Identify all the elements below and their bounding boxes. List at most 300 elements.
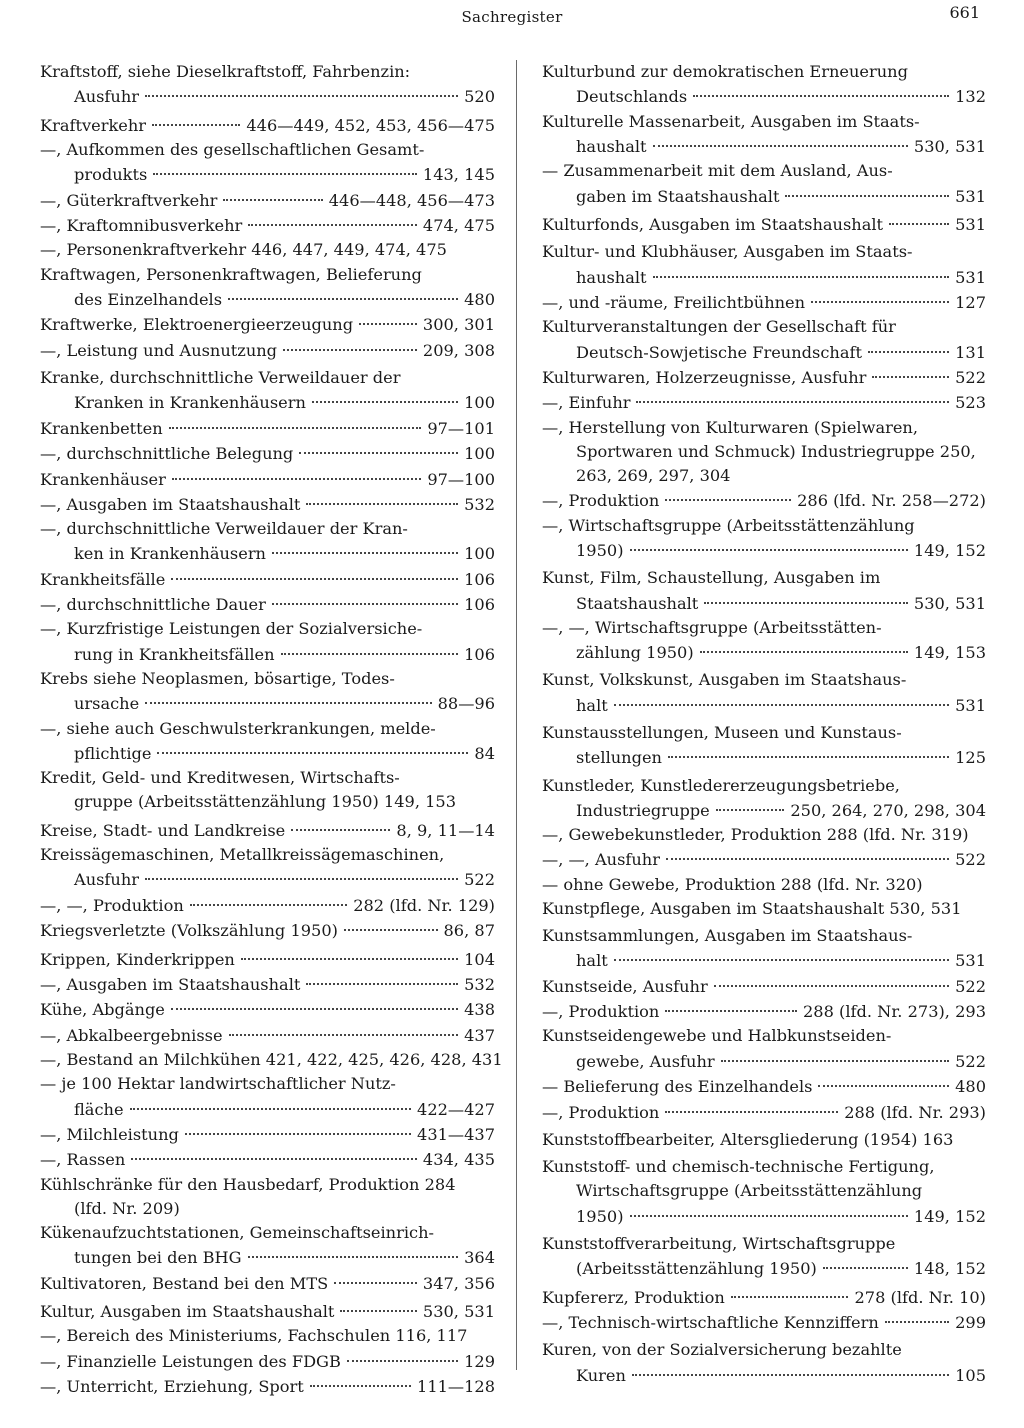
index-entry-heading-line — [542, 1310, 986, 1335]
index-entry-heading-line — [542, 290, 986, 315]
index-page-reference: 530, 531 — [913, 136, 986, 156]
index-page-reference: 522 — [955, 850, 986, 870]
page-number: 661 — [949, 3, 980, 22]
index-entry-text: Krippen, Kinderkrippen — [40, 949, 235, 969]
dot-leader — [653, 129, 908, 147]
index-entry — [40, 1299, 495, 1324]
index-entry-heading-line — [40, 1349, 495, 1374]
index-entry-text: — Belieferung des Einzelhandels — [542, 1077, 813, 1097]
index-entry-text: ursache — [74, 694, 140, 714]
index-entry-text: Wirtschaftsgruppe (Arbeitsstättenzählung — [576, 1181, 923, 1201]
index-entry-text: (lfd. Nr. 209) — [74, 1198, 180, 1218]
dot-leader — [818, 1069, 949, 1087]
index-entry-heading-line — [542, 416, 986, 440]
index-page-reference: 347, 356 — [422, 1273, 495, 1293]
index-entry-heading-line — [40, 1147, 495, 1172]
dot-leader — [632, 1357, 949, 1375]
dot-leader — [700, 635, 908, 653]
index-page-reference: 531 — [955, 951, 986, 971]
index-page-reference: 531 — [955, 214, 986, 234]
dot-leader — [666, 842, 949, 860]
dot-leader — [885, 1305, 949, 1323]
index-entry-text: Kraftstoff, siehe Dieselkraftstoff, Fahrbenzin: — [40, 62, 411, 81]
index-entry-heading-line — [542, 873, 986, 897]
index-page-reference: 125 — [955, 748, 986, 768]
dot-leader — [636, 385, 949, 403]
index-entry-text: halt — [576, 951, 608, 971]
dot-leader — [334, 1266, 417, 1284]
index-entry-text: —, Aufkommen des gesellschaftlichen Gesamt- — [40, 139, 425, 159]
index-entry-text: Kreise, Stadt- und Landkreise — [40, 820, 286, 840]
index-entry-text: rung in Krankheitsfällen — [74, 644, 275, 664]
index-entry-text: halt — [576, 695, 608, 715]
dot-leader — [291, 813, 390, 831]
index-entry-continuation-line — [542, 1256, 986, 1281]
dot-leader — [145, 79, 458, 97]
index-entry-text: — je 100 Hektar landwirtschaftlicher Nutz- — [40, 1074, 396, 1094]
index-page-reference: 300, 301 — [422, 315, 495, 335]
index-entry-continuation-line — [542, 440, 986, 464]
index-entry-text: Kükenaufzuchtstationen, Gemeinschaftseinrich- — [40, 1222, 434, 1242]
index-entry — [40, 843, 495, 893]
dot-leader — [785, 178, 949, 196]
index-entry — [40, 818, 495, 843]
index-entry — [40, 1349, 495, 1374]
index-entry-text: Kraftwagen, Personenkraftwagen, Belieferung — [40, 264, 422, 284]
index-entry-text: gaben im Staatshaushalt — [576, 186, 780, 206]
index-entry-text: —, Technisch-wirtschaftliche Kennziffern — [542, 1313, 879, 1333]
index-page-reference: 520 — [464, 87, 495, 107]
index-entry-heading-line — [542, 1099, 986, 1124]
index-entry-text: Kulturelle Massenarbeit, Ausgaben im Staats- — [542, 111, 920, 131]
index-entry — [542, 315, 986, 365]
column-divider — [516, 60, 517, 1370]
dot-leader — [868, 334, 949, 352]
index-entry-continuation-line — [40, 691, 495, 716]
index-page-reference: 86, 87 — [443, 921, 495, 941]
index-entry-text: gruppe (Arbeitsstättenzählung 1950) 149, 153 — [74, 792, 457, 812]
index-entry-text: haushalt — [576, 136, 647, 156]
dot-leader — [312, 385, 458, 403]
index-page-reference: 106 — [464, 595, 495, 615]
index-page-reference: 149, 152 — [913, 540, 986, 560]
index-page-reference: 149, 152 — [913, 1206, 986, 1226]
index-page-reference: 531 — [955, 267, 986, 287]
index-entry-text: —, Herstellung von Kulturwaren (Spielwaren, — [542, 417, 918, 437]
dot-leader — [145, 862, 458, 880]
dot-leader — [172, 461, 421, 479]
index-entry-text: Sportwaren und Schmuck) Industriegruppe 250, — [576, 441, 976, 461]
index-entry-continuation-line — [542, 183, 986, 208]
index-entry-text: Kraftverkehr — [40, 115, 146, 135]
index-page-reference: 131 — [955, 342, 986, 362]
index-entry-text: Kunstsammlungen, Ausgaben im Staatshaus- — [542, 926, 913, 946]
index-entry-heading-line — [542, 1155, 986, 1179]
index-entry-continuation-line — [542, 798, 986, 823]
index-entry — [542, 416, 986, 489]
index-entry-text: —, Produktion — [542, 1002, 660, 1022]
dot-leader — [272, 536, 458, 554]
index-entry-text: Kultur- und Klubhäuser, Ausgaben im Staats- — [542, 242, 913, 262]
index-page-reference: 364 — [464, 1248, 495, 1268]
index-entry — [542, 897, 986, 921]
index-page-reference: 129 — [464, 1351, 495, 1371]
index-entry-text: 1950) — [576, 540, 624, 560]
dot-leader — [283, 333, 417, 351]
index-entry-heading-line — [542, 999, 986, 1024]
index-entry — [40, 1048, 503, 1072]
index-entry — [40, 263, 495, 313]
index-page-reference: 105 — [955, 1365, 986, 1385]
dot-leader — [171, 562, 458, 580]
index-entry-text: —, Wirtschaftsgruppe (Arbeitsstättenzählung — [542, 515, 915, 535]
index-entry-text: Kredit, Geld- und Kreditwesen, Wirtschafts- — [40, 768, 400, 788]
index-page-reference: 278 (lfd. Nr. 10) — [854, 1287, 986, 1307]
dot-leader — [704, 585, 908, 603]
dot-leader — [281, 637, 459, 655]
index-page-reference: 111—128 — [417, 1377, 495, 1397]
index-entry-heading-line — [40, 766, 495, 790]
index-entry-text: Kreissägemaschinen, Metallkreissägemaschinen, — [40, 845, 445, 865]
index-entry-text: —, Rassen — [40, 1150, 126, 1170]
index-page-reference: 532 — [464, 975, 495, 994]
index-page-reference: 299 — [955, 1313, 986, 1333]
index-entry-continuation-line — [542, 84, 986, 109]
index-entry-heading-line — [542, 1232, 986, 1256]
index-entry-continuation-line — [542, 1203, 986, 1228]
index-entry-text: Industriegruppe — [576, 800, 710, 820]
index-entry-text: (Arbeitsstättenzählung 1950) — [576, 1259, 817, 1279]
index-entry — [542, 514, 986, 564]
index-page-reference: 100 — [464, 393, 495, 413]
index-entry-text: ken in Krankenhäusern — [74, 544, 266, 564]
dot-leader — [714, 969, 949, 987]
index-page-reference: 209, 308 — [422, 340, 495, 360]
index-column-right — [542, 60, 986, 1388]
dot-leader — [889, 207, 949, 225]
index-entry-text: produkts — [74, 165, 148, 185]
index-entry-text: Kühlschränke für den Hausbedarf, Produktion 284 — [40, 1174, 456, 1194]
dot-leader — [668, 740, 949, 758]
index-entry-text: —, Produktion — [542, 1102, 660, 1122]
index-entry-text: Kultivatoren, Bestand bei den MTS — [40, 1273, 329, 1293]
index-page-reference: 446—449, 452, 453, 456—475 — [246, 115, 495, 135]
dot-leader — [823, 1251, 908, 1269]
dot-leader — [229, 1018, 459, 1036]
index-entry-text: Kulturfonds, Ausgaben im Staatshaushalt — [542, 214, 884, 234]
index-entry — [542, 212, 986, 237]
index-entry-heading-line — [40, 918, 495, 943]
index-entry-text: Krankenbetten — [40, 418, 163, 438]
index-page-reference: 97—101 — [427, 418, 495, 438]
index-entry-continuation-line — [40, 790, 495, 814]
dot-leader — [152, 108, 240, 126]
index-entry-continuation-line — [542, 538, 986, 563]
dot-leader — [340, 1294, 416, 1312]
dot-leader — [693, 79, 949, 97]
index-page-reference: 532 — [464, 494, 495, 514]
index-entry-text: —, Ausgaben im Staatshaushalt — [40, 494, 301, 514]
index-entry — [40, 1221, 495, 1271]
index-page-reference: 100 — [464, 544, 495, 564]
index-entry-text: Kunstpflege, Ausgaben im Staatshaushalt 530, 531 — [542, 898, 962, 918]
dot-leader — [157, 736, 468, 754]
index-entry — [40, 113, 495, 138]
dot-leader — [614, 688, 949, 706]
dot-leader — [228, 282, 458, 300]
index-page-reference: 446—448, 456—473 — [328, 190, 495, 210]
dot-leader — [153, 157, 417, 175]
index-entry-text: Kriegsverletzte (Volkszählung 1950) — [40, 921, 338, 941]
dot-leader — [248, 208, 417, 226]
index-entry-continuation-line — [542, 640, 986, 665]
index-page-reference: 286 (lfd. Nr. 258—272) — [797, 491, 986, 511]
index-entry — [542, 390, 986, 415]
index-page-reference: 106 — [464, 644, 495, 664]
index-entry-text: Kunstausstellungen, Museen und Kunstaus- — [542, 722, 902, 742]
index-entry-text: —, Ausgaben im Staatshaushalt — [40, 975, 301, 994]
dot-leader — [344, 913, 438, 931]
index-entry-continuation-line — [40, 84, 495, 109]
index-entry-heading-line — [40, 1374, 495, 1399]
index-page-reference: 437 — [464, 1025, 495, 1045]
index-entry-text: Kultur, Ausgaben im Staatshaushalt — [40, 1302, 335, 1322]
index-entry — [40, 766, 495, 814]
index-entry — [542, 1338, 986, 1388]
index-column-left — [40, 60, 503, 1399]
index-entry — [40, 717, 495, 767]
index-entry-heading-line — [40, 312, 495, 337]
index-page-reference: 250, 264, 270, 298, 304 — [790, 800, 986, 820]
index-entry-heading-line — [40, 818, 495, 843]
dot-leader — [653, 259, 950, 277]
index-entry-text: —, durchschnittliche Belegung — [40, 444, 294, 464]
index-entry-heading-line — [40, 1173, 495, 1197]
index-page-reference: 288 (lfd. Nr. 293) — [844, 1102, 986, 1122]
index-entry-text: —, Milchleistung — [40, 1124, 179, 1144]
index-entry-text: — ohne Gewebe, Produktion 288 (lfd. Nr. 320) — [542, 874, 923, 894]
index-entry-text: Kunststoff- und chemisch-technische Fertigung, — [542, 1157, 935, 1177]
index-entry — [40, 1147, 495, 1172]
index-entry-text: —, Einfuhr — [542, 393, 631, 413]
index-entry-text: gewebe, Ausfuhr — [576, 1051, 715, 1071]
index-entry-text: Kulturbund zur demokratischen Erneuerung — [542, 62, 908, 81]
dot-leader — [130, 1091, 411, 1109]
index-entry — [40, 312, 495, 337]
index-entry-text: tungen bei den BHG — [74, 1248, 242, 1268]
index-entry-text: Ausfuhr — [74, 870, 140, 890]
index-entry-text: Kuren — [576, 1365, 626, 1385]
index-page-reference: 422—427 — [417, 1099, 495, 1119]
dot-leader — [299, 436, 458, 454]
index-page-reference: 97—100 — [427, 469, 495, 489]
index-entry-text: —, Unterricht, Erziehung, Sport — [40, 1377, 304, 1397]
index-entry — [40, 238, 495, 262]
index-page-reference: 127 — [955, 292, 986, 312]
index-entry-text: Staatshaushalt — [576, 593, 699, 613]
index-page-reference: 282 (lfd. Nr. 129) — [353, 895, 495, 915]
index-entry — [40, 213, 495, 238]
index-page-reference: 530, 531 — [913, 593, 986, 613]
index-entry-text: Kuren, von der Sozialversicherung bezahlte — [542, 1340, 902, 1360]
index-entry-text: —, Finanzielle Leistungen des FDGB — [40, 1351, 341, 1371]
index-entry-text: —, Kraftomnibusverkehr — [40, 216, 243, 236]
index-entry-heading-line — [542, 488, 986, 513]
index-entry-continuation-line — [40, 1245, 495, 1270]
index-entry-heading-line — [40, 492, 495, 517]
index-entry-text: Kunst, Volkskunst, Ausgaben im Staatshaus- — [542, 670, 907, 690]
index-page-reference: 480 — [955, 1077, 986, 1097]
index-page-reference: 531 — [955, 186, 986, 206]
index-entry-continuation-line — [542, 134, 986, 159]
index-page-reference: 431—437 — [417, 1124, 495, 1144]
index-entry — [40, 60, 495, 110]
index-entry-text: —, Bereich des Ministeriums, Fachschulen 116, 117 — [40, 1326, 468, 1346]
dot-leader — [171, 992, 458, 1010]
index-page-reference: 438 — [464, 1000, 495, 1020]
index-page-reference: 522 — [955, 1051, 986, 1071]
index-entry-text: Deutsch-Sowjetische Freundschaft — [576, 342, 862, 362]
index-entry-continuation-line — [40, 1197, 495, 1221]
index-entry — [542, 873, 986, 897]
index-page-reference: 132 — [955, 87, 986, 107]
index-entry-text: —, —, Ausfuhr — [542, 850, 660, 870]
dot-leader — [630, 1198, 908, 1216]
index-page-reference: 288 (lfd. Nr. 273), 293 — [803, 1002, 986, 1022]
index-entry — [542, 240, 986, 290]
index-entry-heading-line — [40, 213, 495, 238]
index-entry — [40, 517, 495, 567]
index-entry-text: Kunstseidengewebe und Halbkunstseiden- — [542, 1026, 892, 1046]
index-entry-text: —, und -räume, Freilichtbühnen — [542, 292, 806, 312]
index-page-reference: 148, 152 — [913, 1259, 986, 1279]
dot-leader — [811, 285, 949, 303]
index-entry-text: Krankenhäuser — [40, 469, 166, 489]
index-page-reference: 106 — [464, 569, 495, 589]
index-entry-text: —, Produktion — [542, 491, 660, 511]
index-entry — [542, 159, 986, 209]
index-page-reference: 480 — [464, 289, 495, 309]
index-entry-text: Kulturwaren, Holzerzeugnisse, Ausfuhr — [542, 367, 867, 387]
index-entry-text: — Zusammenarbeit mit dem Ausland, Aus- — [542, 161, 893, 181]
index-entry-continuation-line — [542, 745, 986, 770]
index-entry-text: Kunststoffbearbeiter, Altersgliederung (1954) 163 — [542, 1129, 954, 1149]
index-entry-text: —, Personenkraftverkehr 446, 447, 449, 474, 475 — [40, 240, 447, 260]
index-entry — [542, 488, 986, 513]
index-page-reference: 8, 9, 11—14 — [396, 820, 495, 840]
index-entry-heading-line — [40, 238, 495, 262]
index-entry-text: pflichtige — [74, 744, 152, 764]
index-entry-text: Kraftwerke, Elektroenergieerzeugung — [40, 315, 354, 335]
index-entry-heading-line — [40, 1023, 495, 1048]
dot-leader — [716, 793, 785, 811]
dot-leader — [359, 307, 417, 325]
index-entry — [40, 918, 495, 943]
index-entry-continuation-line — [40, 741, 495, 766]
dot-leader — [347, 1344, 458, 1362]
index-entry-heading-line — [40, 1048, 503, 1072]
index-entry-text: Krankheitsfälle — [40, 569, 166, 589]
index-page-reference: 149, 153 — [913, 643, 986, 663]
index-entry-heading-line — [542, 847, 986, 872]
index-page-reference: 522 — [955, 367, 986, 387]
dot-leader — [306, 967, 458, 985]
index-entry-text: Kulturveranstaltungen der Gesellschaft für — [542, 317, 896, 337]
index-entry-text: Krebs siehe Neoplasmen, bösartige, Todes- — [40, 669, 395, 689]
dot-leader — [306, 487, 458, 505]
index-entry-heading-line — [40, 592, 495, 617]
index-entry — [40, 617, 495, 667]
index-entry-text: —, Güterkraftverkehr — [40, 190, 218, 210]
index-entry-text: zählung 1950) — [576, 643, 694, 663]
index-page-reference: 434, 435 — [422, 1150, 495, 1170]
index-entry — [40, 592, 495, 617]
index-entry-text: —, siehe auch Geschwulsterkrankungen, melde- — [40, 718, 436, 738]
index-entry — [40, 492, 495, 517]
index-entry-continuation-line — [40, 642, 495, 667]
dot-leader — [630, 533, 908, 551]
index-page-reference: 530, 531 — [422, 1302, 495, 1322]
dot-leader — [721, 1044, 949, 1062]
index-entry-text: Kunst, Film, Schaustellung, Ausgaben im — [542, 568, 881, 588]
index-entry-heading-line — [542, 897, 986, 921]
dot-leader — [248, 1240, 459, 1258]
dot-leader — [185, 1117, 411, 1135]
index-entry — [542, 60, 986, 110]
dot-leader — [731, 1279, 849, 1297]
dot-leader — [665, 994, 797, 1012]
index-entry-text: —, Gewebekunstleder, Produktion 288 (lfd. Nr. 319) — [542, 825, 969, 845]
index-page-reference: 522 — [955, 976, 986, 996]
index-entry-text: Ausfuhr — [74, 87, 140, 107]
index-entry-text: Kupfererz, Produktion — [542, 1287, 725, 1307]
index-entry-heading-line — [542, 390, 986, 415]
index-entry-text: Deutschlands — [576, 87, 688, 107]
index-entry-continuation-line — [542, 590, 986, 615]
index-entry-text: Kunstleder, Kunstledererzeugungsbetriebe, — [542, 775, 900, 795]
index-entry-text: des Einzelhandels — [74, 289, 223, 309]
index-entry-continuation-line — [40, 287, 495, 312]
index-entry — [542, 290, 986, 315]
index-entry — [40, 667, 495, 717]
index-page-reference: 88—96 — [437, 694, 495, 714]
index-entry — [542, 668, 986, 718]
index-entry-text: —, Leistung und Ausnutzung — [40, 340, 278, 360]
index-entry — [40, 1072, 495, 1122]
index-entry-text: —, —, Wirtschaftsgruppe (Arbeitsstätten- — [542, 617, 882, 637]
index-entry-text: —, Abkalbeergebnisse — [40, 1025, 223, 1045]
dot-leader — [241, 941, 458, 959]
index-entry — [542, 566, 986, 616]
index-entry-text: Kunstseide, Ausfuhr — [542, 976, 708, 996]
index-entry — [40, 138, 495, 188]
index-entry-text: haushalt — [576, 267, 647, 287]
index-page-reference: 143, 145 — [422, 165, 495, 185]
index-entry — [542, 999, 986, 1024]
dot-leader — [665, 483, 791, 501]
index-entry-text: 263, 269, 297, 304 — [576, 465, 731, 485]
index-page-reference: 84 — [474, 744, 495, 764]
index-page-reference: 100 — [464, 444, 495, 464]
index-entry — [542, 847, 986, 872]
index-entry-heading-line — [40, 1271, 495, 1296]
index-page-reference: 474, 475 — [422, 216, 495, 236]
dot-leader — [145, 686, 431, 704]
index-page-reference: 522 — [464, 870, 495, 890]
index-entry-text: 1950) — [576, 1206, 624, 1226]
index-entry — [542, 1232, 986, 1282]
dot-leader — [223, 183, 322, 201]
